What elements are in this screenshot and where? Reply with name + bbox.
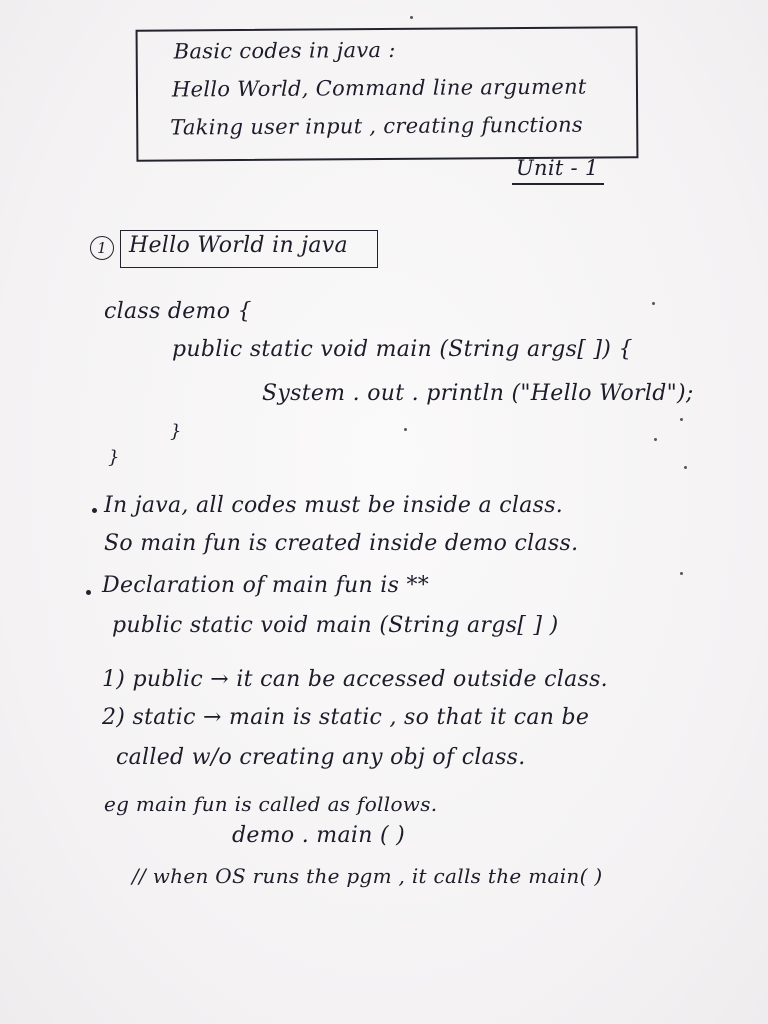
paper-speck — [654, 438, 657, 441]
code-line-2: public static void main (String args[ ]) { — [172, 337, 633, 362]
unit-label: Unit - 1 — [516, 156, 599, 180]
bullet-dot — [86, 590, 91, 595]
code-line-3: System . out . println ("Hello World"); — [262, 381, 694, 406]
note-line-6: 2) static → main is static , so that it can be — [102, 705, 590, 730]
code-line-1: class demo { — [104, 299, 252, 324]
section-number: 1 — [90, 236, 114, 260]
note-line-4: public static void main (String args[ ] ) — [112, 613, 559, 638]
title-line-2: Hello World, Command line argument — [171, 74, 587, 102]
note-line-9: demo . main ( ) — [232, 823, 406, 848]
note-line-7: called w/o creating any obj of class. — [116, 745, 526, 770]
paper-speck — [404, 428, 407, 431]
note-line-2: So main fun is created inside demo class. — [104, 531, 579, 556]
paper-speck — [410, 16, 413, 19]
code-line-5: } — [108, 447, 120, 468]
unit-underline — [512, 183, 604, 185]
note-line-10: // when OS runs the pgm , it calls the main( ) — [132, 864, 603, 888]
paper-speck — [680, 572, 683, 575]
paper-speck — [684, 466, 687, 469]
note-line-3: Declaration of main fun is ** — [102, 573, 430, 598]
note-line-1: In java, all codes must be inside a class. — [104, 493, 564, 518]
bullet-dot — [92, 508, 97, 513]
title-box — [136, 26, 639, 162]
title-line-3: Taking user input , creating functions — [170, 112, 584, 140]
code-line-4: } — [170, 421, 182, 442]
section-title-box — [120, 230, 378, 268]
paper-speck — [652, 302, 655, 305]
note-line-5: 1) public → it can be accessed outside class. — [102, 667, 608, 692]
title-line-1: Basic codes in java : — [173, 37, 396, 64]
note-line-8: eg main fun is called as follows. — [104, 792, 438, 816]
paper-speck — [680, 418, 683, 421]
section-title: Hello World in java — [129, 233, 348, 258]
